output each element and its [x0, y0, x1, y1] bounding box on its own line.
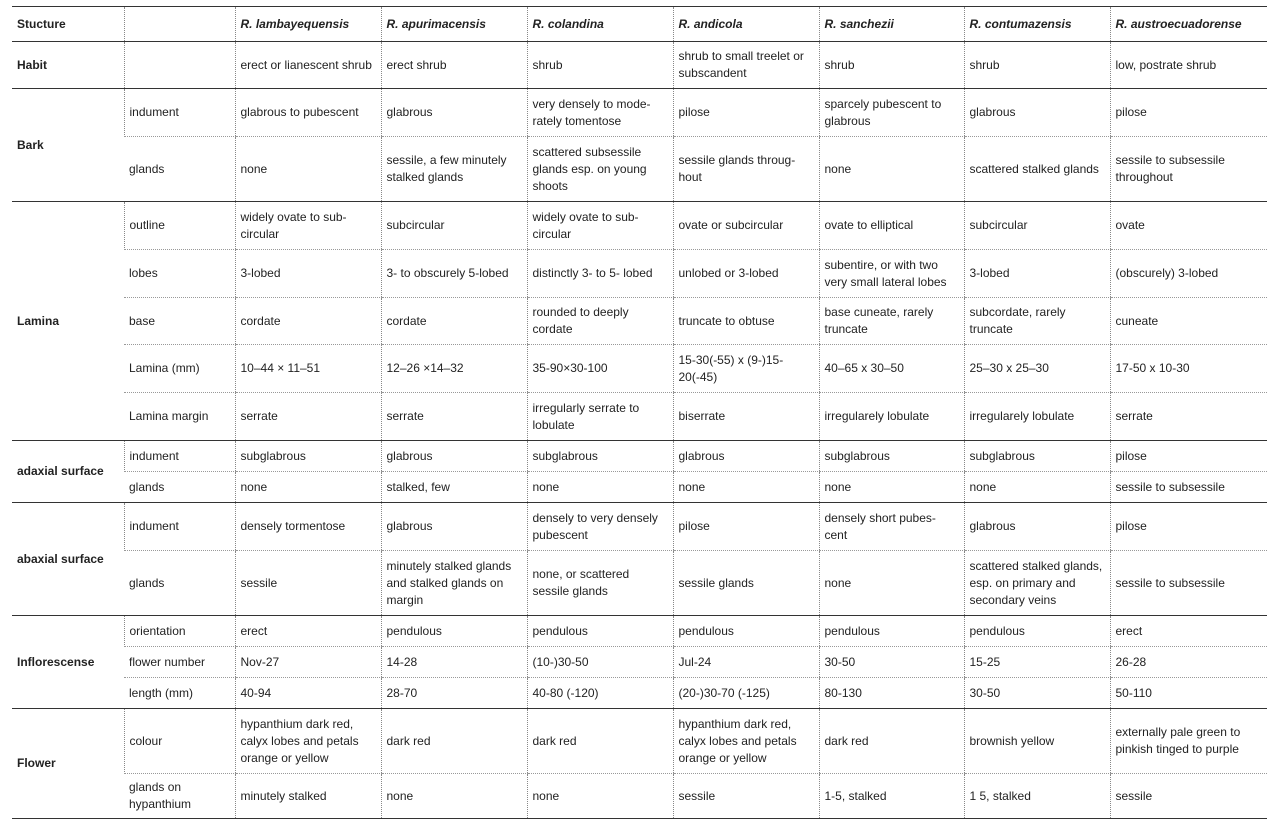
table-cell: none	[381, 774, 527, 819]
table-cell: distinctly 3- to 5- lobed	[527, 250, 673, 298]
table-cell: 12–26 ×14–32	[381, 345, 527, 393]
table-row	[12, 137, 1267, 202]
table-cell: ovate or subcircular	[673, 202, 819, 250]
table-cell: 3-lobed	[964, 250, 1110, 298]
table-cell: biserrate	[673, 393, 819, 441]
table-cell: base cuneate, rarely truncate	[819, 298, 964, 345]
header-cell-species: R. sanchezii	[819, 7, 964, 42]
table-cell: none	[673, 472, 819, 503]
table-cell: widely ovate to sub-circular	[527, 202, 673, 250]
table-cell: densely to very densely pubescent	[527, 503, 673, 551]
table-cell: pilose	[1110, 441, 1267, 472]
table-cell: scattered stalked glands	[964, 137, 1110, 202]
table-cell: (10-)30-50	[527, 647, 673, 678]
feature-label: colour	[124, 709, 235, 774]
table-cell: subglabrous	[527, 441, 673, 472]
table-cell: (obscurely) 3-lobed	[1110, 250, 1267, 298]
table-row	[12, 89, 1267, 137]
table-row	[12, 503, 1267, 551]
table-cell: erect or lianescent shrub	[235, 42, 381, 89]
table-cell: serrate	[235, 393, 381, 441]
table-cell: sessile	[235, 551, 381, 616]
table-cell: dark red	[819, 709, 964, 774]
feature-label: glands	[124, 137, 235, 202]
table-cell: glabrous to pubescent	[235, 89, 381, 137]
table-cell: glabrous	[964, 89, 1110, 137]
table-cell: serrate	[1110, 393, 1267, 441]
table-cell: none	[819, 472, 964, 503]
table-cell: none	[235, 472, 381, 503]
table-cell: none	[527, 774, 673, 819]
table-cell: erect	[235, 616, 381, 647]
feature-label	[124, 42, 235, 89]
table-cell: pendulous	[819, 616, 964, 647]
table-cell: subcircular	[381, 202, 527, 250]
table-cell: cuneate	[1110, 298, 1267, 345]
table-cell: densely short pubes-cent	[819, 503, 964, 551]
structure-group-label: abaxial surface	[12, 503, 124, 616]
table-row	[12, 42, 1267, 89]
table-cell: none	[527, 472, 673, 503]
table-cell: (20-)30-70 (-125)	[673, 678, 819, 709]
species-comparison-table	[12, 6, 1267, 819]
table-cell: pilose	[1110, 89, 1267, 137]
table-cell: stalked, few	[381, 472, 527, 503]
table-cell: pilose	[673, 503, 819, 551]
structure-group-label: Habit	[12, 42, 124, 89]
structure-group-label: Inflorescense	[12, 616, 124, 709]
table-cell: none	[964, 472, 1110, 503]
table-row	[12, 298, 1267, 345]
table-cell: pendulous	[964, 616, 1110, 647]
table-cell: subentire, or with two very small lateral lobes	[819, 250, 964, 298]
table-cell: 3- to obscurely 5-lobed	[381, 250, 527, 298]
table-body	[12, 42, 1267, 819]
table-cell: low, postrate shrub	[1110, 42, 1267, 89]
table-cell: hypanthium dark red, calyx lobes and petals orange or yellow	[673, 709, 819, 774]
table-cell: widely ovate to sub-circular	[235, 202, 381, 250]
table-cell: ovate	[1110, 202, 1267, 250]
table-cell: 14-28	[381, 647, 527, 678]
table-cell: Jul-24	[673, 647, 819, 678]
table-cell: brownish yellow	[964, 709, 1110, 774]
table-cell: pendulous	[381, 616, 527, 647]
table-cell: subcircular	[964, 202, 1110, 250]
table-cell: minutely stalked glands and stalked glands on margin	[381, 551, 527, 616]
table-cell: erect	[1110, 616, 1267, 647]
table-row	[12, 250, 1267, 298]
table-cell: pilose	[1110, 503, 1267, 551]
table-cell: sessile to subsessile	[1110, 551, 1267, 616]
table-cell: subglabrous	[819, 441, 964, 472]
table-row	[12, 709, 1267, 774]
table-cell: 40-94	[235, 678, 381, 709]
table-cell: glabrous	[381, 441, 527, 472]
feature-label: glands	[124, 472, 235, 503]
table-row	[12, 472, 1267, 503]
table-cell: serrate	[381, 393, 527, 441]
table-cell: shrub	[819, 42, 964, 89]
feature-label: glands	[124, 551, 235, 616]
table-cell: very densely to mode-rately tomentose	[527, 89, 673, 137]
table-cell: none	[819, 137, 964, 202]
structure-group-label: Bark	[12, 89, 124, 202]
table-cell: pendulous	[527, 616, 673, 647]
table-cell: subglabrous	[964, 441, 1110, 472]
table-cell: 40–65 x 30–50	[819, 345, 964, 393]
table-cell: sessile glands	[673, 551, 819, 616]
comparison-table-page	[12, 6, 1267, 819]
feature-label: indument	[124, 441, 235, 472]
feature-label: base	[124, 298, 235, 345]
feature-label: outline	[124, 202, 235, 250]
table-cell: subcordate, rarely truncate	[964, 298, 1110, 345]
table-cell: 30-50	[819, 647, 964, 678]
table-cell: 50-110	[1110, 678, 1267, 709]
header-row	[12, 7, 1267, 42]
table-row	[12, 202, 1267, 250]
feature-label: flower number	[124, 647, 235, 678]
table-cell: cordate	[235, 298, 381, 345]
table-cell: none	[235, 137, 381, 202]
table-cell: glabrous	[381, 89, 527, 137]
table-row	[12, 441, 1267, 472]
table-cell: shrub	[964, 42, 1110, 89]
table-cell: truncate to obtuse	[673, 298, 819, 345]
table-cell: sessile to subsessile	[1110, 472, 1267, 503]
table-cell: sparcely pubescent to glabrous	[819, 89, 964, 137]
table-cell: 1-5, stalked	[819, 774, 964, 819]
table-cell: sessile to subsessile throughout	[1110, 137, 1267, 202]
table-row	[12, 678, 1267, 709]
table-cell: densely tormentose	[235, 503, 381, 551]
table-cell: sessile, a few minutely stalked glands	[381, 137, 527, 202]
table-cell: 26-28	[1110, 647, 1267, 678]
table-cell: shrub	[527, 42, 673, 89]
feature-label: indument	[124, 89, 235, 137]
table-cell: sessile	[1110, 774, 1267, 819]
header-cell-species: R. apurimacensis	[381, 7, 527, 42]
table-cell: irregularely lobulate	[819, 393, 964, 441]
table-cell: pilose	[673, 89, 819, 137]
table-cell: glabrous	[381, 503, 527, 551]
table-cell: subglabrous	[235, 441, 381, 472]
table-cell: pendulous	[673, 616, 819, 647]
table-row	[12, 551, 1267, 616]
header-cell-species: R. colandina	[527, 7, 673, 42]
table-cell: minutely stalked	[235, 774, 381, 819]
table-cell: irregularly serrate to lobulate	[527, 393, 673, 441]
table-cell: 80-130	[819, 678, 964, 709]
table-cell: rounded to deeply cordate	[527, 298, 673, 345]
table-cell: shrub to small treelet or subscandent	[673, 42, 819, 89]
feature-label: lobes	[124, 250, 235, 298]
table-cell: 40-80 (-120)	[527, 678, 673, 709]
table-cell: 15-30(-55) x (9-)15-20(-45)	[673, 345, 819, 393]
table-row	[12, 345, 1267, 393]
table-cell: irregularely lobulate	[964, 393, 1110, 441]
table-cell: sessile glands throug-hout	[673, 137, 819, 202]
table-cell: cordate	[381, 298, 527, 345]
table-cell: 28-70	[381, 678, 527, 709]
feature-label: orientation	[124, 616, 235, 647]
feature-label: glands on hypanthium	[124, 774, 235, 819]
table-cell: 3-lobed	[235, 250, 381, 298]
feature-label: Lamina margin	[124, 393, 235, 441]
table-cell: 25–30 x 25–30	[964, 345, 1110, 393]
table-cell: dark red	[527, 709, 673, 774]
table-cell: hypanthium dark red, calyx lobes and petals orange or yellow	[235, 709, 381, 774]
table-cell: sessile	[673, 774, 819, 819]
table-cell: 17-50 x 10-30	[1110, 345, 1267, 393]
structure-group-label: Flower	[12, 709, 124, 819]
table-cell: unlobed or 3-lobed	[673, 250, 819, 298]
table-cell: 35-90×30-100	[527, 345, 673, 393]
table-row	[12, 393, 1267, 441]
header-cell-species: R. contumazensis	[964, 7, 1110, 42]
table-row	[12, 647, 1267, 678]
table-cell: dark red	[381, 709, 527, 774]
header-cell-structure: Stucture	[12, 7, 124, 42]
header-cell-species: R. austroecuadorense	[1110, 7, 1267, 42]
table-cell: none	[819, 551, 964, 616]
header-cell-species: R. lambayequensis	[235, 7, 381, 42]
table-cell: glabrous	[964, 503, 1110, 551]
table-cell: glabrous	[673, 441, 819, 472]
feature-label: indument	[124, 503, 235, 551]
table-cell: 30-50	[964, 678, 1110, 709]
table-cell: 1 5, stalked	[964, 774, 1110, 819]
table-cell: scattered subsessile glands esp. on young shoots	[527, 137, 673, 202]
table-cell: 15-25	[964, 647, 1110, 678]
table-cell: none, or scattered sessile glands	[527, 551, 673, 616]
table-cell: ovate to elliptical	[819, 202, 964, 250]
structure-group-label: Lamina	[12, 202, 124, 441]
table-cell: externally pale green to pinkish tinged to purple	[1110, 709, 1267, 774]
header-cell-species: R. andicola	[673, 7, 819, 42]
structure-group-label: adaxial surface	[12, 441, 124, 503]
feature-label: Lamina (mm)	[124, 345, 235, 393]
table-cell: erect shrub	[381, 42, 527, 89]
table-row	[12, 616, 1267, 647]
table-cell: 10–44 × 11–51	[235, 345, 381, 393]
table-cell: scattered stalked glands, esp. on primary and secondary veins	[964, 551, 1110, 616]
table-cell: Nov-27	[235, 647, 381, 678]
feature-label: length (mm)	[124, 678, 235, 709]
table-row	[12, 774, 1267, 819]
header-cell-feature	[124, 7, 235, 42]
